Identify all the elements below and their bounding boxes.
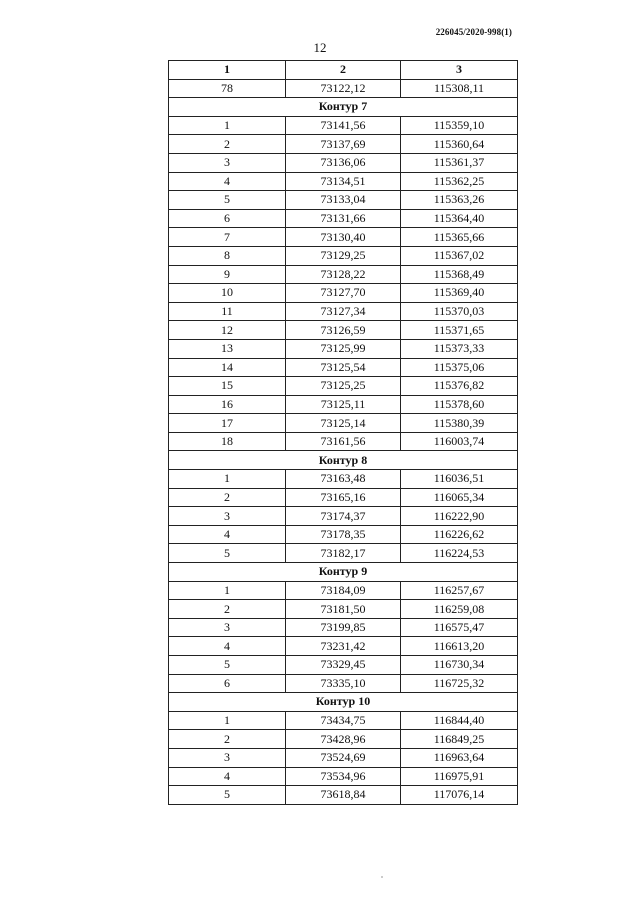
coordinate-y: 115376,82 bbox=[401, 377, 518, 396]
coordinate-y: 116226,62 bbox=[401, 525, 518, 544]
table-row bbox=[169, 544, 518, 563]
coordinate-y: 115359,10 bbox=[401, 116, 518, 135]
point-number: 1 bbox=[169, 470, 286, 489]
coordinate-y: 115373,33 bbox=[401, 339, 518, 358]
coordinate-x: 73335,10 bbox=[286, 674, 401, 693]
column-header: 1 bbox=[169, 61, 286, 80]
coordinate-y: 116003,74 bbox=[401, 432, 518, 451]
table-row bbox=[169, 209, 518, 228]
coordinate-y: 115363,26 bbox=[401, 191, 518, 210]
coordinate-x: 73174,37 bbox=[286, 507, 401, 526]
table-row bbox=[169, 339, 518, 358]
coordinate-y: 115371,65 bbox=[401, 321, 518, 340]
coordinate-x: 73165,16 bbox=[286, 488, 401, 507]
coordinate-y: 115308,11 bbox=[401, 79, 518, 98]
table-row bbox=[169, 116, 518, 135]
coordinate-y: 116849,25 bbox=[401, 730, 518, 749]
coordinate-x: 73130,40 bbox=[286, 228, 401, 247]
coordinate-x: 73181,50 bbox=[286, 600, 401, 619]
table-row bbox=[169, 321, 518, 340]
table-body bbox=[169, 79, 518, 804]
coordinate-y: 116259,08 bbox=[401, 600, 518, 619]
table-row bbox=[169, 79, 518, 98]
coordinate-y: 115364,40 bbox=[401, 209, 518, 228]
point-number: 12 bbox=[169, 321, 286, 340]
coordinate-x: 73127,34 bbox=[286, 302, 401, 321]
coordinate-x: 73178,35 bbox=[286, 525, 401, 544]
coordinate-x: 73434,75 bbox=[286, 711, 401, 730]
document-id: 226045/2020-998(1) bbox=[435, 27, 512, 37]
point-number: 3 bbox=[169, 507, 286, 526]
point-number: 7 bbox=[169, 228, 286, 247]
table-row bbox=[169, 656, 518, 675]
point-number: 5 bbox=[169, 786, 286, 805]
coordinate-y: 115378,60 bbox=[401, 395, 518, 414]
section-label: Контур 8 bbox=[169, 451, 518, 470]
point-number: 8 bbox=[169, 246, 286, 265]
point-number: 13 bbox=[169, 339, 286, 358]
section-label: Контур 7 bbox=[169, 98, 518, 117]
coordinate-x: 73182,17 bbox=[286, 544, 401, 563]
coordinate-x: 73136,06 bbox=[286, 153, 401, 172]
point-number: 4 bbox=[169, 525, 286, 544]
coordinate-x: 73534,96 bbox=[286, 767, 401, 786]
coordinate-y: 116844,40 bbox=[401, 711, 518, 730]
point-number: 15 bbox=[169, 377, 286, 396]
coordinate-x: 73127,70 bbox=[286, 284, 401, 303]
coordinate-x: 73137,69 bbox=[286, 135, 401, 154]
table-row bbox=[169, 767, 518, 786]
coordinate-y: 115375,06 bbox=[401, 358, 518, 377]
coordinate-x: 73125,54 bbox=[286, 358, 401, 377]
coordinate-y: 116613,20 bbox=[401, 637, 518, 656]
coordinate-y: 115380,39 bbox=[401, 414, 518, 433]
table-row bbox=[169, 507, 518, 526]
coordinate-y: 116065,34 bbox=[401, 488, 518, 507]
coordinate-x: 73618,84 bbox=[286, 786, 401, 805]
coordinate-y: 117076,14 bbox=[401, 786, 518, 805]
point-number: 78 bbox=[169, 79, 286, 98]
coordinate-x: 73329,45 bbox=[286, 656, 401, 675]
point-number: 5 bbox=[169, 544, 286, 563]
coordinate-x: 73129,25 bbox=[286, 246, 401, 265]
point-number: 2 bbox=[169, 488, 286, 507]
coordinate-y: 116575,47 bbox=[401, 618, 518, 637]
table-row bbox=[169, 786, 518, 805]
coordinate-y: 116222,90 bbox=[401, 507, 518, 526]
coordinate-x: 73134,51 bbox=[286, 172, 401, 191]
point-number: 9 bbox=[169, 265, 286, 284]
point-number: 1 bbox=[169, 711, 286, 730]
table-row bbox=[169, 135, 518, 154]
point-number: 5 bbox=[169, 191, 286, 210]
coordinate-x: 73126,59 bbox=[286, 321, 401, 340]
coordinates-table bbox=[168, 60, 518, 805]
point-number: 1 bbox=[169, 116, 286, 135]
coordinate-x: 73122,12 bbox=[286, 79, 401, 98]
coordinate-x: 73133,04 bbox=[286, 191, 401, 210]
coordinate-x: 73231,42 bbox=[286, 637, 401, 656]
section-label: Контур 10 bbox=[169, 693, 518, 712]
section-row bbox=[169, 693, 518, 712]
coordinate-x: 73125,11 bbox=[286, 395, 401, 414]
table-row bbox=[169, 730, 518, 749]
table-row bbox=[169, 246, 518, 265]
coordinate-x: 73131,66 bbox=[286, 209, 401, 228]
table-row bbox=[169, 284, 518, 303]
section-row bbox=[169, 563, 518, 582]
coordinate-x: 73125,99 bbox=[286, 339, 401, 358]
table-header-row bbox=[169, 61, 518, 80]
point-number: 2 bbox=[169, 135, 286, 154]
point-number: 3 bbox=[169, 748, 286, 767]
coordinate-y: 115369,40 bbox=[401, 284, 518, 303]
point-number: 3 bbox=[169, 618, 286, 637]
table-row bbox=[169, 711, 518, 730]
coordinate-x: 73524,69 bbox=[286, 748, 401, 767]
section-row bbox=[169, 98, 518, 117]
table-row bbox=[169, 470, 518, 489]
table-row bbox=[169, 191, 518, 210]
coordinate-x: 73141,56 bbox=[286, 116, 401, 135]
point-number: 6 bbox=[169, 209, 286, 228]
point-number: 10 bbox=[169, 284, 286, 303]
table-row bbox=[169, 488, 518, 507]
table-row bbox=[169, 153, 518, 172]
coordinate-x: 73128,22 bbox=[286, 265, 401, 284]
coordinate-y: 116725,32 bbox=[401, 674, 518, 693]
table-row bbox=[169, 172, 518, 191]
coordinate-x: 73199,85 bbox=[286, 618, 401, 637]
coordinate-y: 116975,91 bbox=[401, 767, 518, 786]
table-row bbox=[169, 358, 518, 377]
point-number: 4 bbox=[169, 172, 286, 191]
coordinate-y: 116730,34 bbox=[401, 656, 518, 675]
table-row bbox=[169, 748, 518, 767]
coordinate-y: 115365,66 bbox=[401, 228, 518, 247]
coordinate-y: 116963,64 bbox=[401, 748, 518, 767]
coordinate-y: 115360,64 bbox=[401, 135, 518, 154]
table-row bbox=[169, 377, 518, 396]
column-header: 2 bbox=[286, 61, 401, 80]
coordinate-x: 73125,14 bbox=[286, 414, 401, 433]
point-number: 11 bbox=[169, 302, 286, 321]
point-number: 2 bbox=[169, 730, 286, 749]
point-number: 18 bbox=[169, 432, 286, 451]
coordinate-y: 115370,03 bbox=[401, 302, 518, 321]
page-number: 12 bbox=[313, 40, 327, 55]
table-row bbox=[169, 414, 518, 433]
section-label: Контур 9 bbox=[169, 563, 518, 582]
table-row bbox=[169, 674, 518, 693]
table-row bbox=[169, 618, 518, 637]
coordinate-x: 73163,48 bbox=[286, 470, 401, 489]
point-number: 6 bbox=[169, 674, 286, 693]
coordinate-y: 116224,53 bbox=[401, 544, 518, 563]
table-row bbox=[169, 395, 518, 414]
coordinate-y: 116257,67 bbox=[401, 581, 518, 600]
table-row bbox=[169, 637, 518, 656]
table-row bbox=[169, 265, 518, 284]
coordinate-x: 73161,56 bbox=[286, 432, 401, 451]
point-number: 14 bbox=[169, 358, 286, 377]
point-number: 5 bbox=[169, 656, 286, 675]
table-row bbox=[169, 228, 518, 247]
coordinate-y: 115361,37 bbox=[401, 153, 518, 172]
point-number: 1 bbox=[169, 581, 286, 600]
scan-speck bbox=[381, 876, 383, 878]
coordinate-x: 73125,25 bbox=[286, 377, 401, 396]
table-row bbox=[169, 581, 518, 600]
column-header: 3 bbox=[401, 61, 518, 80]
section-row bbox=[169, 451, 518, 470]
coordinate-x: 73184,09 bbox=[286, 581, 401, 600]
point-number: 17 bbox=[169, 414, 286, 433]
point-number: 2 bbox=[169, 600, 286, 619]
table-row bbox=[169, 600, 518, 619]
coordinate-y: 116036,51 bbox=[401, 470, 518, 489]
coordinate-y: 115362,25 bbox=[401, 172, 518, 191]
point-number: 4 bbox=[169, 767, 286, 786]
point-number: 4 bbox=[169, 637, 286, 656]
coordinate-y: 115368,49 bbox=[401, 265, 518, 284]
table-row bbox=[169, 432, 518, 451]
table-row bbox=[169, 525, 518, 544]
point-number: 16 bbox=[169, 395, 286, 414]
coordinate-y: 115367,02 bbox=[401, 246, 518, 265]
point-number: 3 bbox=[169, 153, 286, 172]
coordinate-x: 73428,96 bbox=[286, 730, 401, 749]
table-row bbox=[169, 302, 518, 321]
